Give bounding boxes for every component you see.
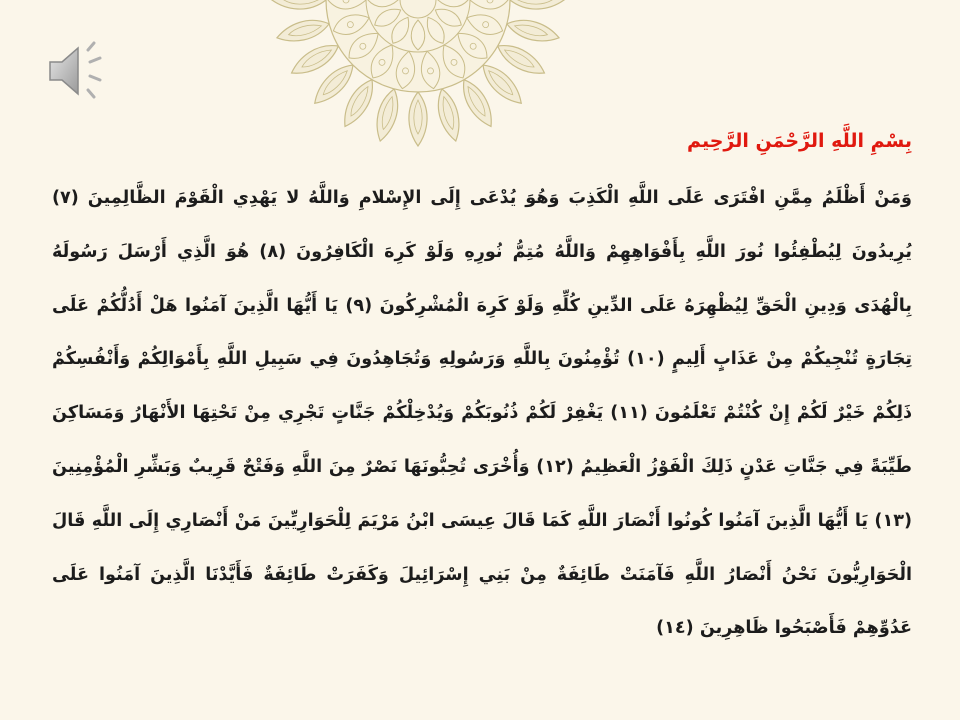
ornament-shape xyxy=(371,87,402,144)
ornament-shape xyxy=(272,0,326,9)
speaker-icon[interactable] xyxy=(44,40,116,102)
ornament-shape xyxy=(326,0,510,92)
mandala-ornament xyxy=(268,0,568,150)
ornament-shape xyxy=(510,0,564,9)
ornament-shape xyxy=(505,15,562,46)
surah-verses-text: وَمَنْ أَظْلَمُ مِمَّنِ افْتَرَى عَلَى اللَّهِ الْكَذِبَ وَهُوَ يُدْعَى إِلَى الإِسْلامِ وَاللَّهُ لا يَهْدِي الْقَوْمَ الظَّالِمِينَ (٧) يُرِيدُونَ لِيُطْفِئُوا نُورَ اللَّهِ بِأَفْوَاهِهِمْ وَاللَّهُ مُتِمُّ نُورِهِ وَلَوْ كَرِهَ الْكَافِرُونَ (٨) هُوَ الَّذِي أَرْسَلَ رَسُولَهُ بِالْهُدَى وَدِينِ الْحَقِّ لِيُظْهِرَهُ عَلَى الدِّينِ كُلِّهِ وَلَوْ كَرِهَ الْمُشْرِكُونَ (٩) يَا أَيُّهَا الَّذِينَ آمَنُوا هَلْ أَدُلُّكُمْ عَلَى تِجَارَةٍ تُنْجِيكُمْ مِنْ عَذَابٍ أَلِيمٍ (١٠) تُؤْمِنُونَ بِاللَّهِ وَرَسُولِهِ وَتُجَاهِدُونَ فِي سَبِيلِ اللَّهِ بِأَمْوَالِكُمْ وَأَنْفُسِكُمْ ذَلِكُمْ خَيْرٌ لَكُمْ إِنْ كُنْتُمْ تَعْلَمُونَ (١١) يَغْفِرْ لَكُمْ ذُنُوبَكُمْ وَيُدْخِلْكُمْ جَنَّاتٍ تَجْرِي مِنْ تَحْتِهَا الأَنْهَارُ وَمَسَاكِنَ طَيِّبَةً فِي جَنَّاتِ عَدْنٍ ذَلِكَ الْفَوْزُ الْعَظِيمُ (١٢) وَأُخْرَى تُحِبُّونَهَا نَصْرٌ مِنَ اللَّهِ وَفَتْحٌ قَرِيبٌ وَبَشِّرِ الْمُؤْمِنِينَ (١٣) يَا أَيُّهَا الَّذِينَ آمَنُوا كُونُوا أَنْصَارَ اللَّهِ كَمَا قَالَ عِيسَى ابْنُ مَرْيَمَ لِلْحَوَارِيِّينَ مَنْ أَنْصَارِي إِلَى اللَّهِ قَالَ الْحَوَارِيُّونَ نَحْنُ أَنْصَارُ اللَّهِ فَآمَنَتْ طَائِفَةٌ مِنْ بَنِي إِسْرَائِيلَ وَكَفَرَتْ طَائِفَةٌ فَأَيَّدْنَا الَّذِينَ آمَنُوا عَلَى عَدُوِّهِمْ فَأَصْبَحُوا ظَاهِرِينَ (١٤) xyxy=(52,188,912,639)
basmala-heading: بِسْمِ اللَّهِ الرَّحْمَنِ الرَّحِيم xyxy=(687,130,912,152)
ornament-shape xyxy=(275,15,332,46)
ornament-shape xyxy=(433,87,464,144)
